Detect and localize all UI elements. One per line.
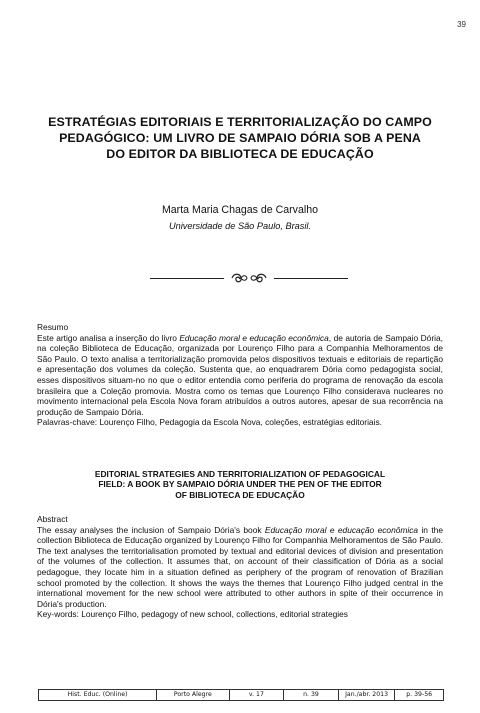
resumo-text — [37, 333, 443, 418]
title-line: DO EDITOR DA BIBLIOTECA DE EDUCAÇÃO — [106, 147, 374, 161]
footer-number: n. 39 — [284, 690, 339, 700]
abstract-text-part: in the collection Biblioteca de Educação organized by Lourenço Filho for Companhia Melhoramentos de São Paulo. The text analyses the territorialisation promoted by textual and editorial devices of division and presentation of the volumes of the collection. It assumes that, on account of their classification of Dória as a social pedagogue, they locate him in a situation defined as periphery of the program of renovation of Brazilian school promoted by the collection. It shows the ways the themes that Lourenço Filho judged central in the international movement for the new school were attributed to other authors in spite of their occurrence in Dória's production. — [37, 524, 443, 609]
abstract-text — [37, 525, 443, 610]
fleuron-icon — [228, 271, 270, 285]
section-ornament — [150, 271, 348, 285]
footer-pages: p. 39-56 — [406, 691, 433, 698]
abstract-book-title: Educação moral e educação econômica — [264, 524, 419, 535]
resumo-text-part: Este artigo analisa a inserção do livro — [37, 332, 180, 343]
citation-footer — [38, 689, 444, 701]
resumo-text-part: , de autoria de Sampaio Dória, na coleção Biblioteca de Educação, organizada por Lourenço Filho para a Companhia Melhoramentos de São Paulo. O texto analisa a territorialização promovida pelos dispositivos textuais e editoriais de repartição e apresentação dos volumes da coleção. Sustenta que, ao enquadrarem Dória como pedagogista social, esses dispositivos situam-no no que o editor entendia como periferia do programa de renovação da escola brasileira que a Coleção promovia. Mostra como os temas que Lourenço Filho considerava nucleares no movimento internacional pela Escola Nova foram atribuídos a outros autores, apesar de sua recorrência na produção de Sampaio Dória. — [37, 332, 443, 417]
footer-city: Porto Alegre — [157, 690, 229, 700]
ornament-glyph-icon — [228, 271, 270, 290]
resumo-section — [37, 322, 443, 428]
author-affiliation: Universidade de São Paulo, Brasil. — [169, 221, 311, 231]
key-words: Key-words: Lourenço Filho, pedagogy of new school, collections, editorial strategies — [37, 609, 348, 620]
page-number: 39 — [457, 20, 466, 29]
ornament-rule-left — [150, 278, 224, 279]
ornament-rule-right — [274, 278, 348, 279]
resumo-heading: Resumo — [37, 322, 69, 332]
english-title-line: EDITORIAL STRATEGIES AND TERRITORIALIZATION OF PEDAGOGICAL — [94, 469, 386, 479]
english-title — [40, 469, 440, 500]
palavras-chave: Palavras-chave: Lourenço Filho, Pedagogia da Escola Nova, coleções, estratégias editoriais. — [37, 417, 382, 428]
english-title-line: OF BIBLIOTECA DE EDUCAÇÃO — [175, 489, 305, 500]
footer-date: Jan./abr. 2013 — [339, 690, 396, 700]
abstract-text-part: The essay analyses the inclusion of Sampaio Dória's book — [37, 524, 265, 535]
english-title-line: FIELD: A BOOK BY SAMPAIO DÓRIA UNDER THE PEN OF THE EDITOR — [98, 479, 382, 490]
footer-journal: Hist. Educ. (Online) — [39, 690, 157, 700]
footer-volume: v. 17 — [230, 690, 285, 700]
author-name: Marta Maria Chagas de Carvalho — [161, 204, 319, 216]
title-line: PEDAGÓGICO: UM LIVRO DE SAMPAIO DÓRIA SOB A PENA — [59, 131, 421, 145]
resumo-book-title: Educação moral e educação econômica — [179, 332, 329, 343]
abstract-section — [37, 514, 443, 620]
article-title — [20, 114, 460, 162]
abstract-heading: Abstract — [37, 514, 68, 524]
title-line: ESTRATÉGIAS EDITORIAIS E TERRITORIALIZAÇÃO DO CAMPO — [48, 115, 432, 129]
